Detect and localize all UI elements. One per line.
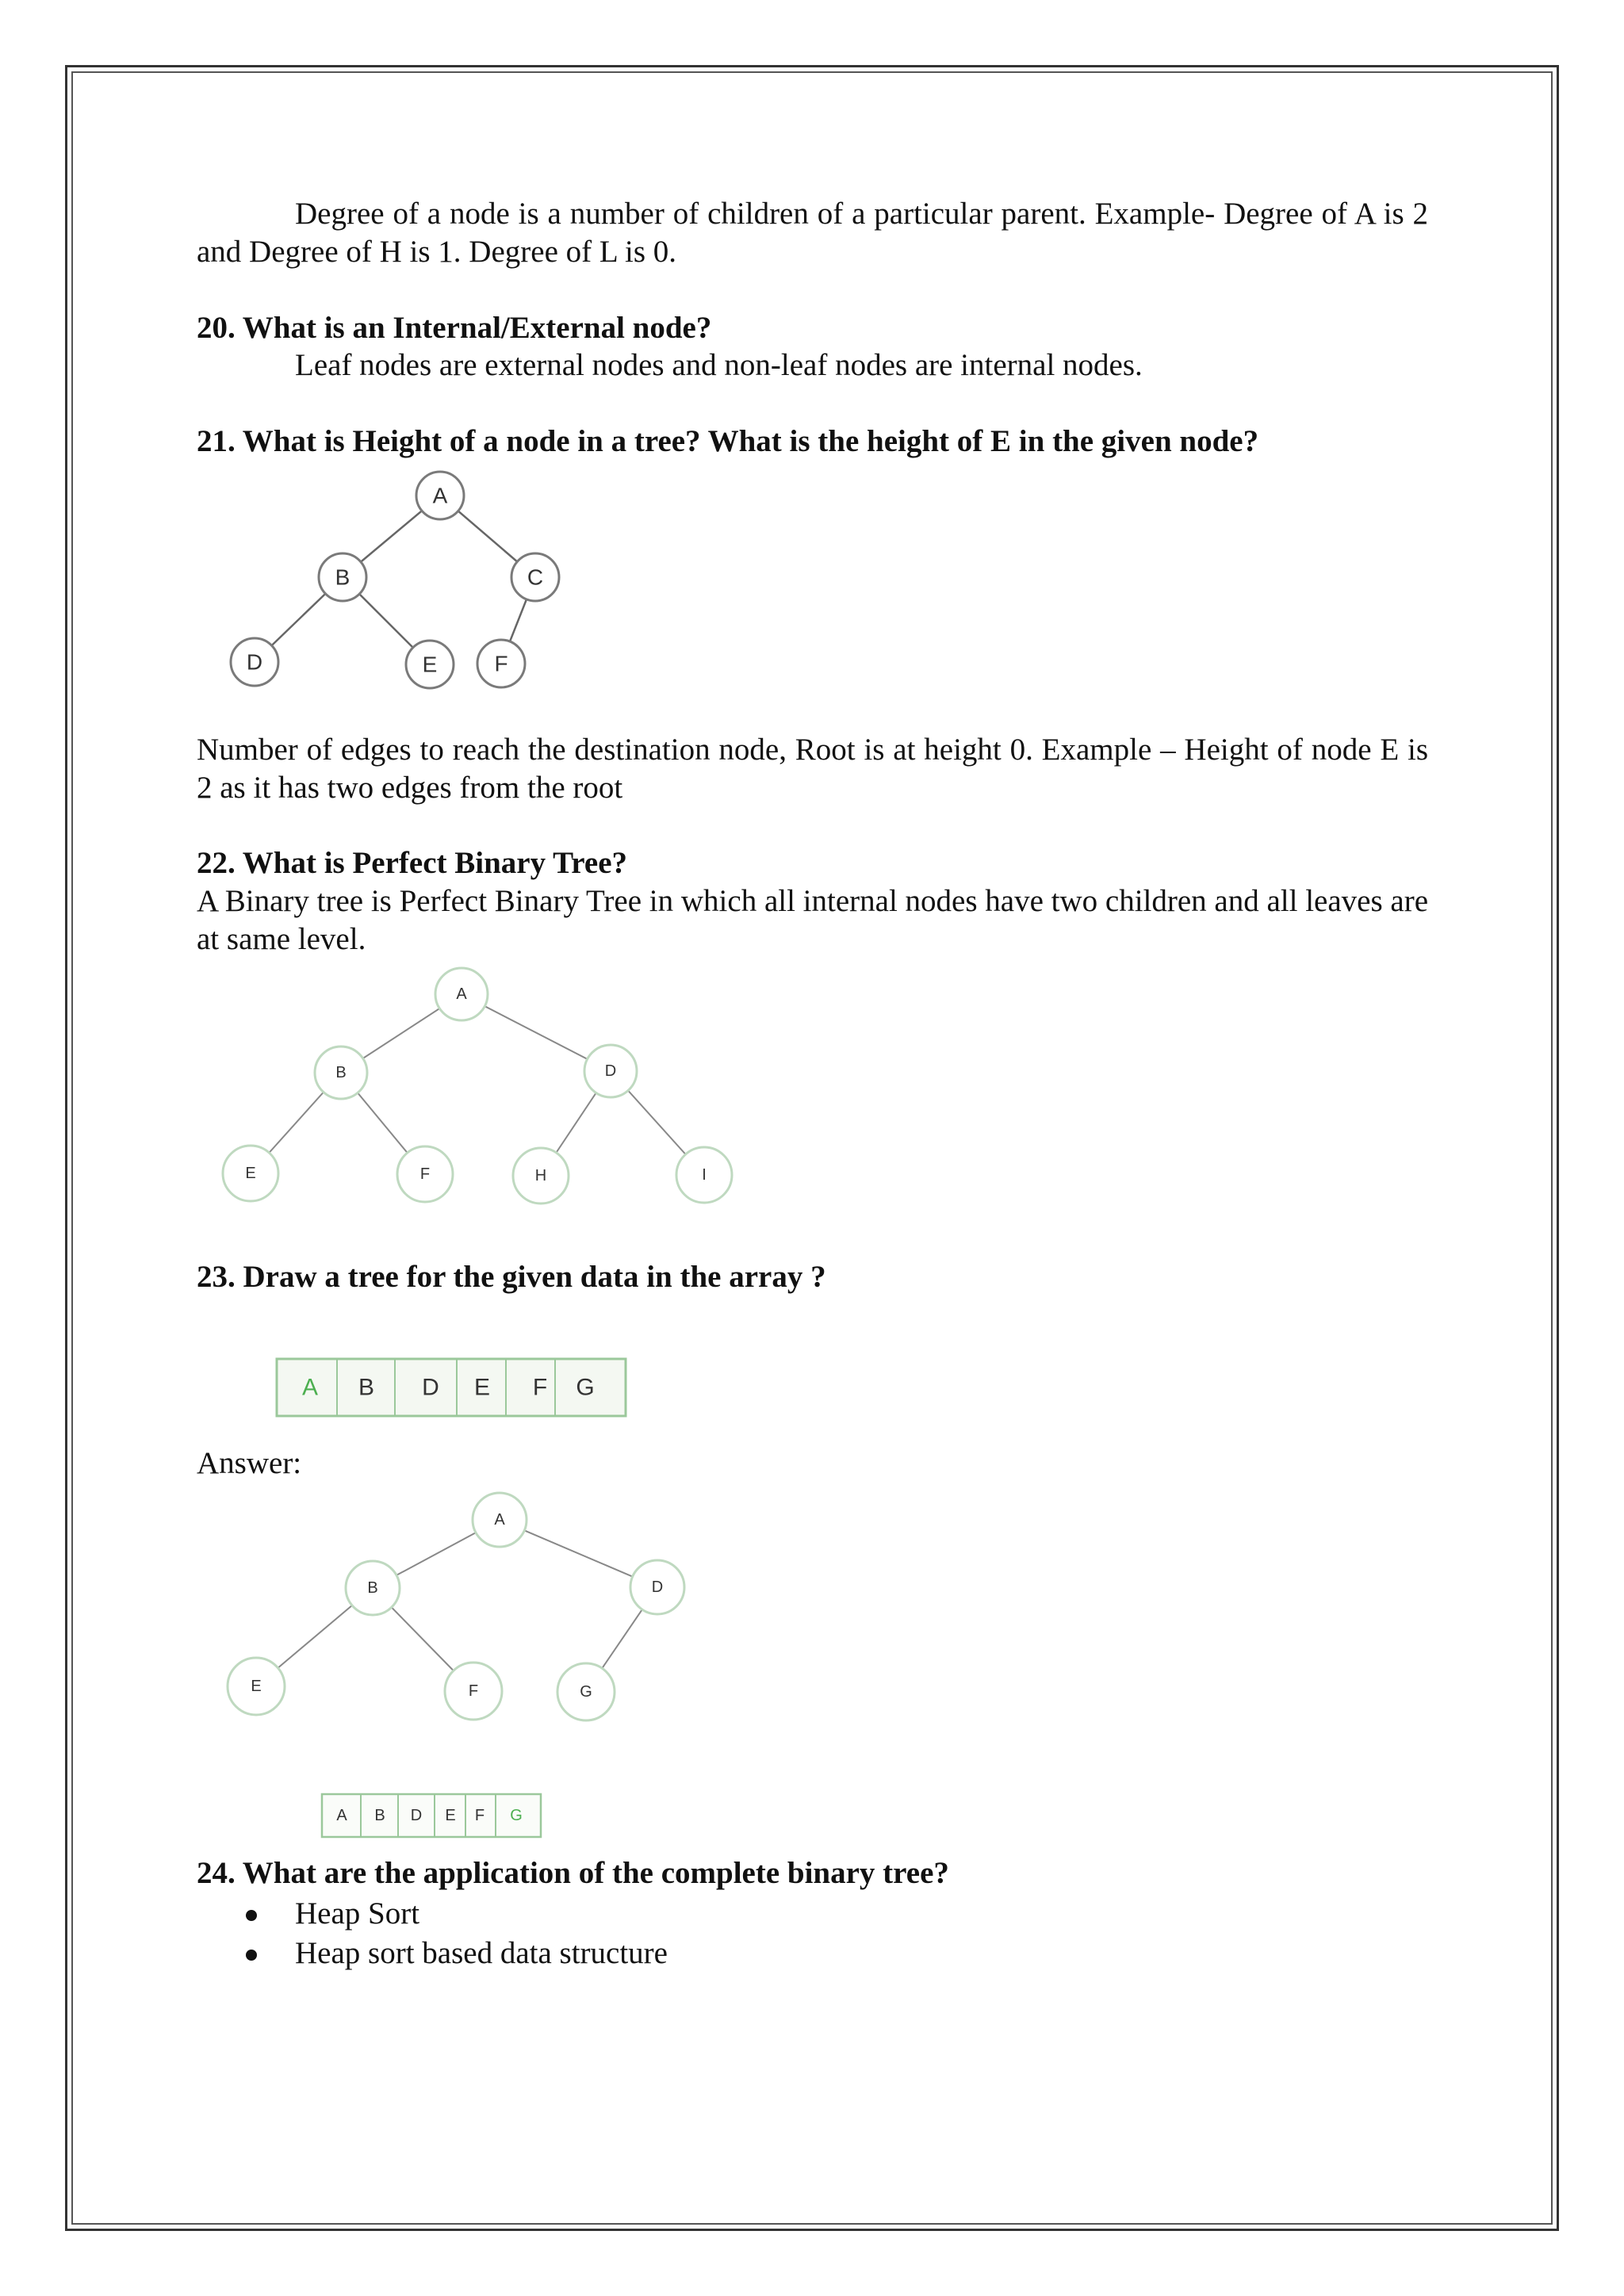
array-cell xyxy=(475,1807,485,1824)
array-cell-label: A xyxy=(336,1807,347,1824)
tree-node-label: C xyxy=(527,564,544,590)
tree-node-label: B xyxy=(367,1579,378,1597)
array-cell xyxy=(422,1375,439,1401)
tree-node-label: G xyxy=(580,1683,592,1701)
tree-node xyxy=(397,1146,453,1202)
q20-answer: Leaf nodes are external nodes and non-leaf nodes are internal nodes. xyxy=(295,348,1143,382)
answer-label: Answer: xyxy=(197,1446,302,1480)
array-cell-label: D xyxy=(422,1374,439,1401)
tree-node-label: F xyxy=(419,1165,431,1183)
tree-node xyxy=(319,553,366,601)
tree-node xyxy=(477,640,525,687)
tree-node-label: D xyxy=(246,649,263,675)
tree-node-label: B xyxy=(335,1064,347,1081)
tree-node xyxy=(416,472,464,519)
tree-node-label: F xyxy=(468,1682,479,1700)
perfect-binary-tree-diagram xyxy=(214,963,745,1217)
tree-node xyxy=(231,638,278,686)
tree-node-label: D xyxy=(604,1062,617,1080)
q22-heading: 22. What is Perfect Binary Tree? xyxy=(197,846,628,880)
tree-node xyxy=(223,1146,278,1201)
tree-node-label: E xyxy=(422,652,438,677)
tree-node xyxy=(676,1147,732,1203)
q23-heading: 23. Draw a tree for the given data in the array ? xyxy=(197,1260,826,1294)
tree-node-label: A xyxy=(456,985,467,1003)
q22-answer: A Binary tree is Perfect Binary Tree in which all internal nodes have two children and all leaves are at same level. xyxy=(197,884,1429,956)
tree-node-label: B xyxy=(335,564,350,590)
tree-node xyxy=(511,553,559,601)
array-cell-label: E xyxy=(473,1374,491,1401)
tree-node xyxy=(473,1493,527,1547)
array-cell xyxy=(358,1375,374,1401)
array-cell-label: B xyxy=(358,1374,375,1401)
array-cell-label: G xyxy=(510,1807,523,1824)
tree-node-label: A xyxy=(432,483,448,508)
tree-node xyxy=(630,1560,684,1614)
tree-node-label: I xyxy=(702,1166,707,1184)
array-cell-label: A xyxy=(301,1374,319,1401)
array-cell xyxy=(302,1375,318,1401)
array-cell xyxy=(445,1807,455,1824)
array-cell-label: G xyxy=(576,1374,595,1401)
array-cell xyxy=(533,1375,547,1401)
tree-node-label: A xyxy=(494,1511,505,1529)
tree-node xyxy=(557,1663,615,1720)
tree-node xyxy=(445,1663,502,1720)
array-cell-label: D xyxy=(410,1807,423,1824)
tree-node xyxy=(435,968,488,1020)
q21-answer: Number of edges to reach the destination node, Root is at height 0. Example – Height of node E is 2 as it has two edges from the root xyxy=(197,733,1428,805)
bullet-icon xyxy=(246,1950,257,1961)
array-cell xyxy=(510,1807,523,1824)
tree-node xyxy=(346,1561,400,1615)
tree-node xyxy=(584,1045,637,1097)
tree-node-label: H xyxy=(534,1167,547,1184)
list-item: Heap sort based data structure xyxy=(295,1936,668,1970)
result-array xyxy=(321,1793,543,1839)
degree-paragraph: Degree of a node is a number of children of a particular parent. Example- Degree of A is 2 and Degree of H is 1. Degree of L is 0. xyxy=(197,197,1428,269)
bullet-icon xyxy=(246,1910,257,1921)
tree-node xyxy=(406,641,454,688)
array-tree-diagram xyxy=(214,1490,706,1728)
array-cell-label: F xyxy=(532,1374,548,1401)
tree-node xyxy=(513,1148,569,1203)
array-cell-label: F xyxy=(474,1807,485,1824)
q20-heading: 20. What is an Internal/External node? xyxy=(197,311,712,345)
list-item: Heap Sort xyxy=(295,1896,420,1931)
tree-node xyxy=(228,1658,285,1715)
array-cell xyxy=(576,1375,594,1401)
height-tree-diagram xyxy=(214,464,595,702)
array-cell-label: E xyxy=(445,1807,456,1824)
array-cell-label: B xyxy=(374,1807,385,1824)
array-cell xyxy=(474,1375,490,1401)
input-array xyxy=(276,1358,628,1418)
tree-node-label: E xyxy=(245,1165,256,1182)
array-cell xyxy=(374,1807,385,1824)
tree-node-label: D xyxy=(651,1578,664,1596)
array-cell xyxy=(411,1807,422,1824)
q24-heading: 24. What are the application of the complete binary tree? xyxy=(197,1856,949,1890)
tree-node-label: E xyxy=(251,1678,262,1695)
tree-node xyxy=(315,1047,367,1099)
q21-heading: 21. What is Height of a node in a tree? What is the height of E in the given node? xyxy=(197,424,1259,458)
array-cell xyxy=(336,1807,347,1824)
tree-node-label: F xyxy=(494,651,508,676)
